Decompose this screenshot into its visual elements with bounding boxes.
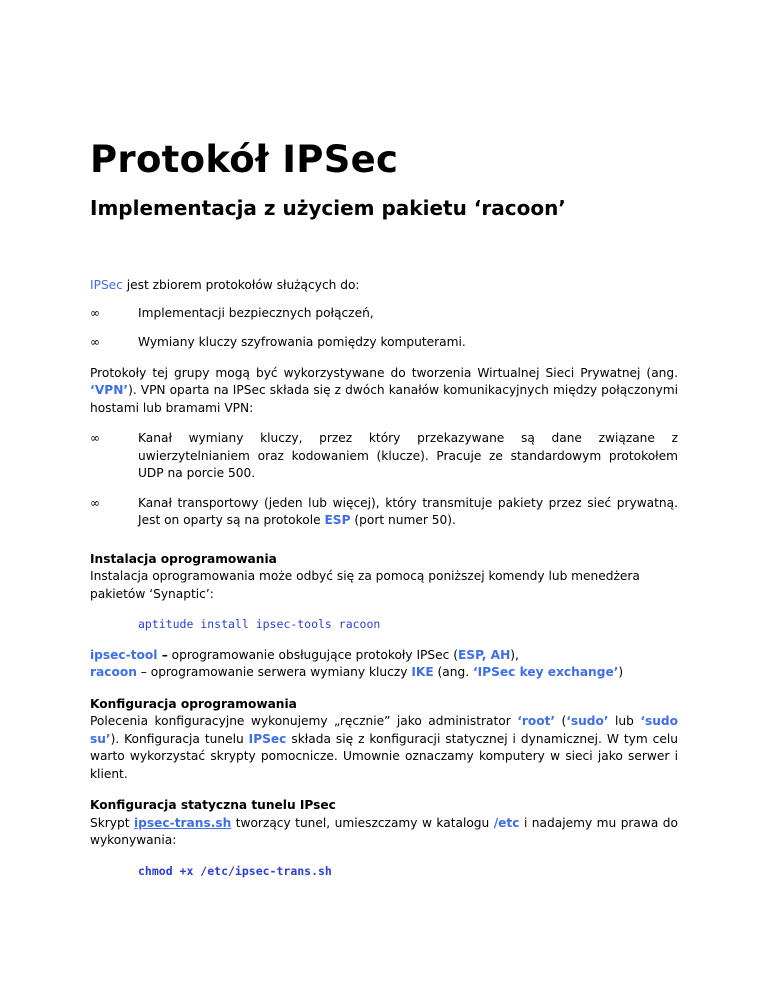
esp-ah-term: ESP, AH (457, 647, 511, 662)
uses-list (90, 305, 678, 352)
ang-text: (ang. (433, 665, 473, 679)
install-command: aptitude install ipsec-tools racoon (138, 617, 381, 631)
sudo-term: ‘sudo’ (566, 714, 609, 728)
infinity-bullet-icon: ∞ (90, 305, 100, 320)
config-text-3: lub (608, 714, 641, 728)
vpn-text-2: ). VPN oparta na IPSec składa się z dwóch kanałów komunikacyjnych między połączonymi hostami lub bramami VPN: (90, 383, 678, 415)
dash: – (157, 647, 168, 662)
infinity-bullet-icon: ∞ (90, 431, 100, 445)
static-text-3: i nadajemy mu prawa do wykonywania: (90, 815, 678, 847)
racoon-desc: – oprogramowanie serwera wymiany kluczy (136, 665, 412, 679)
script-link[interactable]: ipsec-trans.sh (134, 815, 232, 830)
static-config-heading: Konfiguracja statyczna tunelu IPsec (90, 798, 336, 812)
list-item (90, 305, 678, 323)
install-text: Instalacja oprogramowania może odbyć się za pomocą poniższej komendy lub menedżera pakietów ‘Synaptic’: (90, 569, 640, 601)
ipsec-tool-desc: oprogramowanie obsługujące protokoły IPSec ( (167, 647, 458, 662)
esp-term: ESP (324, 513, 351, 527)
document-body (90, 277, 678, 880)
config-heading: Konfiguracja oprogramowania (90, 696, 297, 711)
close-paren: ), (510, 647, 519, 662)
page-subtitle: Implementacja z użyciem pakietu ‘racoon’ (90, 196, 566, 220)
list-item-text: Wymiany kluczy szyfrowania pomiędzy komputerami. (138, 335, 466, 349)
racoon-term: racoon (90, 665, 137, 679)
list-item-text: Kanał wymiany kluczy, przez który przekazywane są dane związane z uwierzytelnianiem oraz kodowaniem (klucze). Pracuje ze standardowym protokołem UDP na porcie 500. (138, 431, 678, 480)
install-heading: Instalacja oprogramowania (90, 551, 277, 566)
ike-full-term: ‘IPSec key exchange’ (472, 665, 619, 679)
list-item (90, 334, 678, 352)
infinity-bullet-icon: ∞ (90, 335, 100, 349)
channels-list (90, 430, 678, 530)
chmod-command: chmod +x /etc/ipsec-trans.sh (138, 863, 332, 878)
intro-text: jest zbiorem protokołów służących do: (122, 278, 360, 292)
packages-paragraph (90, 647, 678, 682)
vpn-paragraph (90, 365, 678, 418)
vpn-text-1: Protokoły tej grupy mogą być wykorzystywane do tworzenia Wirtualnej Sieci Prywatnej (ang. (90, 365, 678, 380)
static-config-paragraph (90, 815, 678, 850)
vpn-term: ‘VPN’ (90, 383, 129, 397)
config-text-1: Polecenia konfiguracyjne wykonujemy „ręcznie” jako administrator (90, 714, 518, 728)
config-text-5: składa się z konfiguracji statycznej i dynamicznej. W tym celu warto wykorzystać skrypty pomocnicze. Umownie oznaczamy komputery w sieci jako serwer i klient. (90, 731, 678, 781)
ipsec-tool-term: ipsec-tool (90, 647, 158, 662)
ipsec-term: IPSec (90, 278, 123, 292)
list-item (90, 430, 678, 483)
page-title: Protokół IPSec (90, 138, 399, 181)
static-text-1: Skrypt (90, 815, 134, 830)
list-item-text-end: (port numer 50). (350, 513, 456, 527)
ike-term: IKE (411, 665, 434, 679)
sudo-su-term: ‘sudo su’ (90, 714, 678, 746)
intro-paragraph (90, 277, 678, 295)
etc-dir-term: /etc (493, 815, 520, 830)
config-paragraph (90, 713, 678, 783)
list-item-text: Kanał transportowy (jeden lub więcej), który transmituje pakiety przez sieć prywatną. Jest on oparty są na protokole (138, 495, 678, 527)
root-term: ‘root’ (517, 714, 556, 728)
list-item (90, 495, 678, 530)
infinity-bullet-icon: ∞ (90, 495, 100, 510)
ipsec-term: IPSec (248, 731, 287, 746)
close-paren: ) (618, 665, 624, 679)
config-text-2: ( (555, 714, 567, 728)
config-text-4: ). Konfiguracja tunelu (110, 731, 249, 746)
list-item-text: Implementacji bezpiecznych połączeń, (138, 305, 374, 320)
static-text-2: tworzący tunel, umieszczamy w katalogu (231, 815, 494, 830)
